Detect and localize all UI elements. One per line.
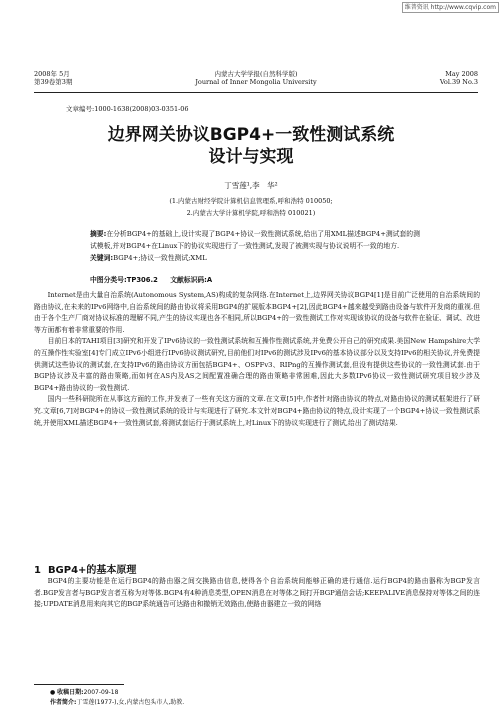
- section-title: BGP4+的基本原理: [47, 565, 137, 576]
- affiliation-1: (1.内蒙古财经学院计算机信息管理系,呼和浩特 010050;: [169, 197, 333, 205]
- article-number: 文章编号:1000-1638(2008)03-0351-06: [66, 105, 189, 113]
- paper-title: [0, 124, 502, 168]
- clc-number: 中图分类号:TP306.2: [90, 276, 158, 284]
- header-date: 2008年 5月: [34, 70, 70, 78]
- affiliation-2: 2.内蒙古大学计算机学院,呼和浩特 010021): [186, 209, 316, 217]
- title-line-2: 设计与实现: [208, 147, 294, 167]
- section-heading: [34, 561, 136, 576]
- header-volume-en: Vol.39 No.3: [439, 78, 478, 86]
- section-number: 1: [34, 565, 41, 576]
- title-line-1: 边界网关协议BGP4+一致性测试系统: [107, 125, 395, 145]
- keywords-label: 关键词:: [90, 253, 114, 262]
- author-bio: 作者简介:丁雪莲(1977-),女,内蒙古包头市人,助教.: [50, 699, 185, 706]
- introduction: [34, 290, 480, 429]
- received-date: ● 收稿日期:2007-09-18: [50, 689, 119, 696]
- journal-name-en: Journal of Inner Mongolia University: [195, 78, 317, 86]
- journal-header: [34, 70, 478, 92]
- header-rule: [34, 92, 478, 93]
- header-right: [440, 70, 478, 86]
- section-1-body: [34, 576, 480, 611]
- author-list: 丁雪莲¹,李 华²: [224, 181, 278, 190]
- abstract-label: 摘要:: [90, 230, 107, 238]
- classification: [90, 274, 222, 284]
- abstract-text: 在分析BGP4+的基础上,设计实现了BGP4+协议一致性测试系统,给出了用XML描述BGP4+测试套的测试模板,并对BGP4+在Linux下的协议实现进行了一致性测试,发现了被测实现与协议说明不一致的地方.: [90, 230, 420, 250]
- document-code: 文献标识码:A: [170, 276, 213, 284]
- body-paragraph: Internet是由大量自治系统(Autonomous System,AS)构成的复杂网络.在Internet上,边界网关协议BGP4[1]是目前广泛使用的自治系统间的路由协议,在未来的IPv6网络中,自治系统间的路由协议将采用BGP4的扩展版本BGP4+[2],因此BGP4+越来越受到路由设备与软件开发商的重视.但由于各个生产厂商对协议标准的理解不同,产生的协议实现也各不相同,所以BGP4+的一致性测试工作对实现该协议的设备与软件在验证、调试、改进等方面都有着非常重要的作用.: [34, 291, 480, 334]
- journal-name-cn: 内蒙古大学学报(自然科学版): [214, 70, 298, 78]
- body-paragraph: BGP4的主要功能是在运行BGP4的路由器之间交换路由信息,使得各个自治系统间能够正确的进行通信.运行BGP4的路由器称为BGP发言者.BGP发言者与BGP发言者互称为对等体.BGP4有4种消息类型,OPEN消息在对等体之间打开BGP通信会话;KEEPALIVE消息保持对等体之间的连接;UPDATE消息用来向其它的BGP系统通告可达路由和撤销无效路由,使路由器建立一致的网络: [34, 577, 480, 609]
- footnotes: [50, 688, 184, 708]
- footnote-rule: [34, 684, 124, 685]
- header-volume: 第39卷第3期: [34, 78, 73, 86]
- keywords: BGP4+;协议一致性测试;XML: [113, 253, 207, 262]
- abstract: [90, 229, 420, 264]
- watermark: 维普资讯 http://www.cqvip.com: [402, 2, 499, 13]
- header-center: [34, 70, 478, 86]
- header-date-en: May 2008: [445, 70, 478, 78]
- body-paragraph: 目前日本的TAHI项目[3]研究和开发了IPv6协议的一致性测试系统和互操作性测试系统,并免费公开自己的研究成果.美国New Hampshire大学的互操作性实验室[4]专门成立IPv6小组进行IPv6协议测试研究,目前他们对IPv6的测试涉及IPv6的基本协议部分以及支持IPv6的相关协议,并免费提供测试这些协议的测试套,在支持IPv6的路由协议方面包括BGP4+、OSPFv3、RIPng的互操作测试套,但没有提供这些协议的一致性测试套.由于BGP协议涉及丰富的路由策略,而如何在AS内及AS之间配置准确合理的路由策略非常困难,因此大多数IPv6协议一致性测试研究项目较少涉及BGP4+路由协议的一致性测试.: [34, 337, 480, 392]
- body-paragraph: 国内一些科研院所在从事这方面的工作,并发表了一些有关这方面的文章.在文章[5]中,作者针对路由协议的特点,对路由协议的测试框架进行了研究.文章[6,7]对BGP4+的协议一致性测试系统的设计与实现进行了研究.本文针对BGP4+路由协议的特点,设计实现了一个BGP4+协议一致性测试系统,并使用XML描述BGP4+一致性测试套,将测试套运行于测试系统上,对Linux下的协议实现进行了测试,给出了测试结果.: [34, 395, 480, 427]
